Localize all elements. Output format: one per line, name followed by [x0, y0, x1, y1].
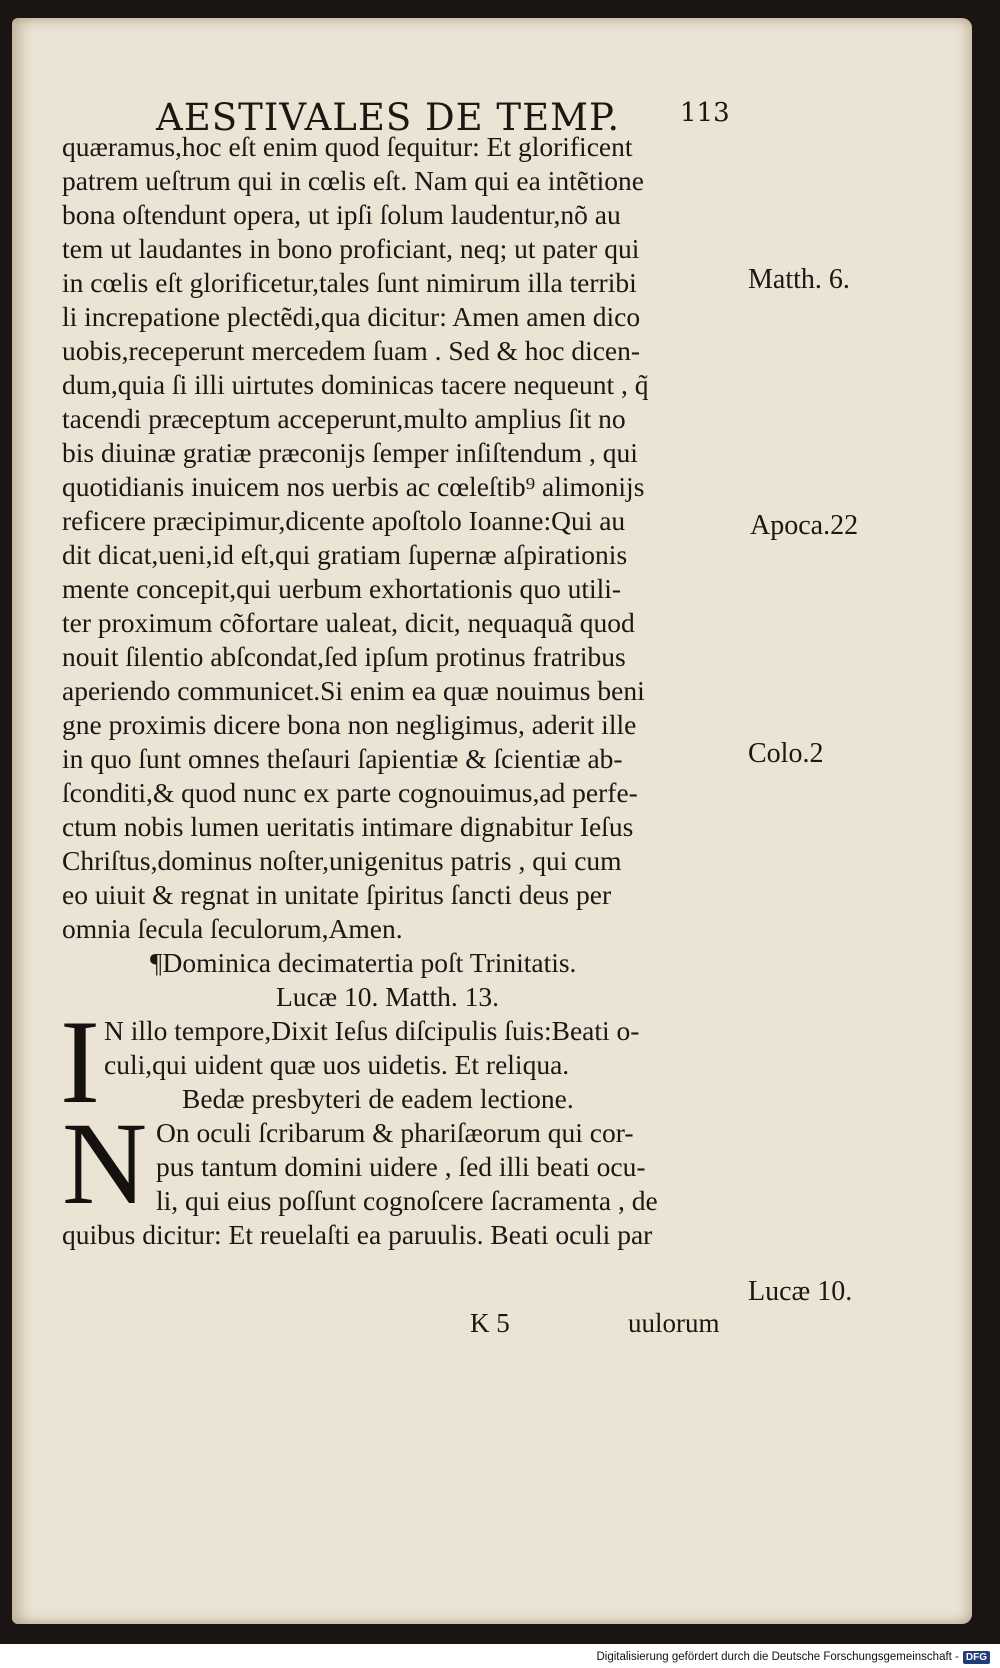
running-head: AESTIVALES DE TEMP.: [156, 96, 621, 139]
text-line: quotidianis inuicem nos uerbis ac cœleſtib⁹ alimonijs: [62, 471, 645, 502]
margin-note-apoca: Apoca.22: [750, 510, 859, 541]
text-line: bona oſtendunt opera, ut ipſi ſolum laudentur,nõ au: [62, 199, 621, 230]
homily-line: pus tantum domini uidere , ſed illi beati ocu-: [156, 1151, 646, 1182]
catchword: uulorum: [628, 1308, 720, 1338]
text-line: ſconditi,& quod nunc ex parte cognouimus,ad perfe-: [62, 777, 638, 808]
homily-line: On oculi ſcribarum & phariſæorum qui cor-: [156, 1117, 634, 1148]
text-line: tacendi præceptum acceperunt,multo amplius ſit no: [62, 403, 626, 434]
text-line: dit dicat,ueni,id eſt,qui gratiam ſupernæ aſpirationis: [62, 539, 628, 570]
text-line: eo uiuit & regnat in unitate ſpiritus ſancti deus per: [62, 879, 612, 910]
text-line: omnia ſecula ſeculorum,Amen.: [62, 913, 403, 944]
margin-note-matth: Matth. 6.: [748, 264, 850, 295]
text-line: patrem ueſtrum qui in cœlis eſt. Nam qui ea intẽtione: [62, 165, 644, 196]
text-line: in cœlis eſt glorificetur,tales ſunt nimirum illa terribi: [62, 267, 637, 298]
homily-heading: Bedæ presbyteri de eadem lectione.: [182, 1083, 574, 1114]
text-line: tem ut laudantes in bono proficiant, neq; ut pater qui: [62, 233, 640, 264]
digitization-credit: [596, 1648, 990, 1666]
text-line: in quo ſunt omnes theſauri ſapientiæ & ſcientiæ ab-: [62, 743, 623, 774]
text-line: bis diuinæ gratiæ præconijs ſemper inſiſtendum , qui: [62, 437, 638, 468]
text-line: aperiendo communicet.Si enim ea quæ nouimus beni: [62, 675, 645, 706]
dfg-logo-icon: DFG: [963, 1651, 990, 1664]
text-line: dum,quia ſi illi uirtutes dominicas tacere nequeunt , q̃: [62, 369, 649, 400]
drop-cap-i: I: [60, 995, 100, 1128]
text-line: Chriſtus,dominus noſter,unigenitus patris , qui cum: [62, 845, 622, 876]
text-line: ter proximum cõfortare ualeat, dicit, nequaquã quod: [62, 607, 635, 638]
text-line: reficere præcipimur,dicente apoſtolo Ioanne:Qui au: [62, 505, 626, 536]
section-heading: ¶Dominica decimatertia poſt Trinitatis.: [150, 947, 577, 978]
margin-note-lucae: Lucæ 10.: [748, 1276, 853, 1307]
text-line: uobis,receperunt mercedem ſuam . Sed & hoc dicen-: [62, 335, 641, 366]
homily-line: quibus dicitur: Et reuelaſti ea paruulis. Beati oculi par: [62, 1219, 653, 1250]
homily-line: li, qui eius poſſunt cognoſcere ſacramenta , de: [156, 1185, 658, 1216]
gospel-line: N illo tempore,Dixit Ieſus diſcipulis ſuis:Beati o-: [104, 1015, 640, 1046]
text-line: ctum nobis lumen ueritatis intimare dignabitur Ieſus: [62, 811, 634, 842]
text-line: nouit ſilentio abſcondat,ſed ipſum protinus fratribus: [62, 641, 626, 672]
text-line: gne proximis dicere bona non negligimus, aderit ille: [62, 709, 637, 740]
text-line: quæramus,hoc eſt enim quod ſequitur: Et glorificent: [62, 131, 633, 162]
margin-note-colo: Colo.2: [748, 738, 824, 769]
section-references: Lucæ 10. Matth. 13.: [276, 981, 500, 1012]
gospel-line: culi,qui uident quæ uos uidetis. Et reliqua.: [104, 1049, 570, 1080]
folio-number: 113: [680, 98, 730, 128]
credit-text: Digitalisierung gefördert durch die Deutsche Forschungsgemeinschaft -: [596, 1651, 959, 1663]
text-line: mente concepit,qui uerbum exhortationis quo utili-: [62, 573, 622, 604]
text-line: li increpatione plectẽdi,qua dicitur: Amen amen dico: [62, 301, 641, 332]
signature-mark: K 5: [470, 1308, 510, 1338]
drop-cap-n: N: [62, 1098, 148, 1229]
